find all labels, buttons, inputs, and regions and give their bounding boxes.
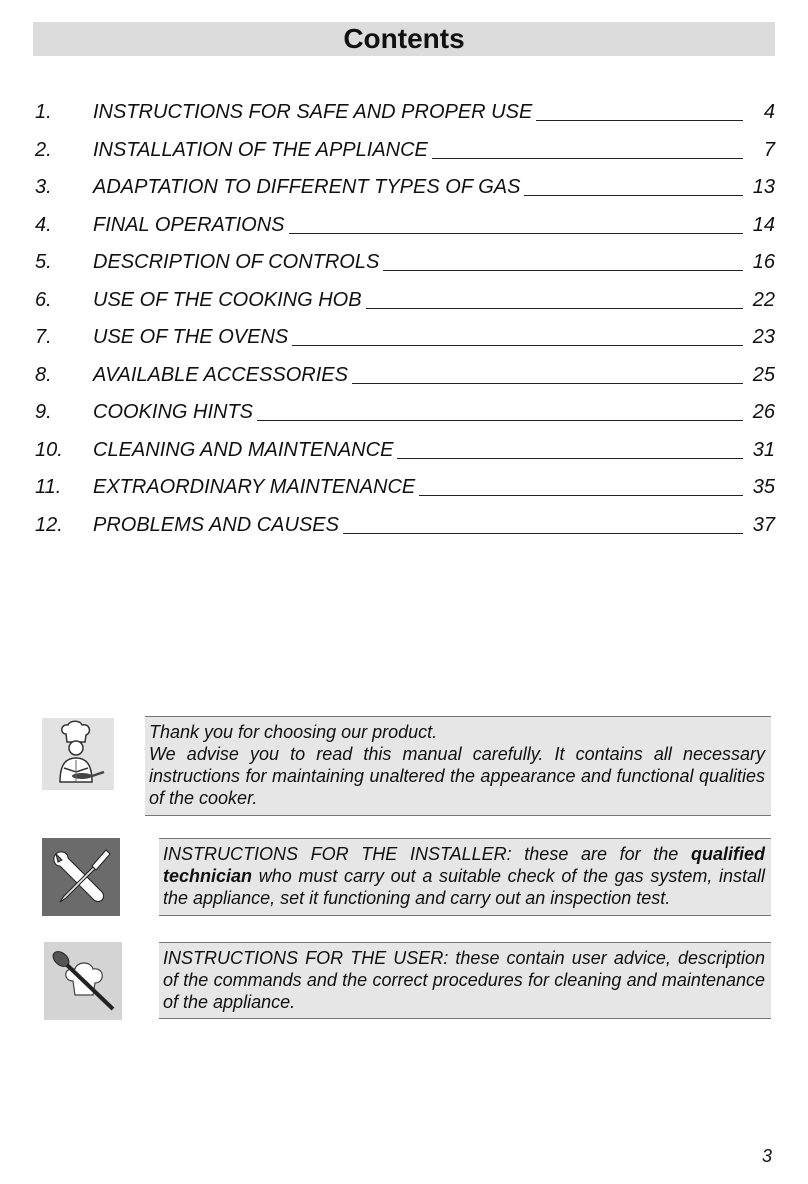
toc-page-number: 13 bbox=[752, 176, 775, 198]
toc-number: 6. bbox=[35, 288, 52, 311]
toc-leader bbox=[352, 361, 743, 384]
toc-leader bbox=[397, 436, 743, 459]
thank-you-line: Thank you for choosing our product. bbox=[149, 722, 438, 742]
toc-entry[interactable] bbox=[35, 173, 775, 211]
toc-title: ADAPTATION TO DIFFERENT TYPES OF GAS bbox=[93, 176, 521, 198]
toc-page-number: 22 bbox=[752, 288, 775, 311]
chef-icon bbox=[42, 718, 114, 790]
installer-prefix: INSTRUCTIONS FOR THE INSTALLER: these are for the bbox=[163, 844, 679, 864]
toc-number: 12. bbox=[35, 513, 63, 536]
toc-title: USE OF THE OVENS bbox=[93, 326, 289, 348]
toc-number: 1. bbox=[35, 101, 52, 123]
page-title: Contents bbox=[33, 22, 775, 56]
toc-entry[interactable] bbox=[35, 436, 775, 474]
toc-entry[interactable] bbox=[35, 98, 775, 136]
toc-title: AVAILABLE ACCESSORIES bbox=[93, 363, 348, 386]
toc-leader bbox=[383, 248, 743, 271]
toc-title: PROBLEMS AND CAUSES bbox=[93, 513, 339, 536]
toc-entry[interactable] bbox=[35, 286, 775, 324]
toc-number: 2. bbox=[35, 138, 52, 161]
toc-title: COOKING HINTS bbox=[93, 401, 254, 423]
toc-entry[interactable] bbox=[35, 473, 775, 511]
installer-text bbox=[163, 843, 765, 909]
user-note bbox=[159, 942, 771, 1019]
spoon-chef-hat-icon bbox=[44, 942, 122, 1020]
toc-title: EXTRAORDINARY MAINTENANCE bbox=[93, 476, 416, 498]
toc-leader bbox=[536, 98, 743, 121]
toc-title: DESCRIPTION OF CONTROLS bbox=[93, 251, 380, 273]
toc-page-number: 23 bbox=[752, 326, 775, 348]
thank-you-note bbox=[145, 716, 771, 816]
toc-title: INSTRUCTIONS FOR SAFE AND PROPER USE bbox=[93, 101, 533, 123]
toc-number: 4. bbox=[35, 213, 52, 236]
toc-leader bbox=[289, 211, 743, 234]
toc-leader bbox=[292, 323, 743, 346]
toc-leader bbox=[524, 173, 743, 196]
toc-page-number: 31 bbox=[752, 438, 775, 461]
toc-leader bbox=[432, 136, 743, 159]
table-of-contents bbox=[35, 98, 775, 548]
toc-page-number: 35 bbox=[752, 476, 775, 498]
toc-title: INSTALLATION OF THE APPLIANCE bbox=[93, 138, 428, 161]
toc-number: 5. bbox=[35, 251, 52, 273]
toc-entry[interactable] bbox=[35, 211, 775, 249]
toc-title: USE OF THE COOKING HOB bbox=[93, 288, 362, 311]
toc-number: 11. bbox=[35, 476, 62, 498]
user-text: INSTRUCTIONS FOR THE USER: these contain user advice, description of the commands and the correct procedures for cleaning and maintenance of the appliance. bbox=[163, 948, 765, 1012]
installer-note bbox=[159, 838, 771, 916]
toc-title: CLEANING AND MAINTENANCE bbox=[93, 438, 394, 461]
toc-number: 9. bbox=[35, 401, 52, 423]
page-number: 3 bbox=[761, 1146, 772, 1166]
toc-number: 7. bbox=[35, 326, 52, 348]
toc-entry[interactable] bbox=[35, 398, 775, 436]
toc-leader bbox=[419, 473, 743, 496]
toc-page-number: 26 bbox=[752, 401, 775, 423]
toc-number: 10. bbox=[35, 438, 63, 461]
toc-entry[interactable] bbox=[35, 136, 775, 174]
toc-leader bbox=[257, 398, 743, 421]
toc-leader bbox=[343, 511, 743, 534]
toc-number: 3. bbox=[35, 176, 52, 198]
toc-entry[interactable] bbox=[35, 323, 775, 361]
toc-page-number: 14 bbox=[752, 213, 775, 236]
toc-title: FINAL OPERATIONS bbox=[93, 213, 285, 236]
toc-leader bbox=[366, 286, 743, 309]
toc-page-number: 16 bbox=[752, 251, 775, 273]
installer-suffix: who must carry out a suitable check of the gas system, install the appliance, set it functioning and carry out an inspection test. bbox=[163, 866, 765, 908]
toc-page-number: 25 bbox=[752, 363, 775, 386]
toc-page-number: 37 bbox=[752, 513, 775, 536]
wrench-screwdriver-icon bbox=[42, 838, 120, 916]
advice-text: We advise you to read this manual carefully. It contains all necessary instructions for maintaining unaltered the appearance and functional qualities of the cooker. bbox=[149, 744, 765, 808]
toc-page-number: 4 bbox=[763, 101, 775, 123]
toc-page-number: 7 bbox=[763, 138, 775, 161]
toc-entry[interactable] bbox=[35, 361, 775, 399]
installer-emphasis: qualified technician bbox=[163, 844, 765, 886]
toc-entry[interactable] bbox=[35, 248, 775, 286]
toc-entry[interactable] bbox=[35, 511, 775, 549]
toc-number: 8. bbox=[35, 363, 52, 386]
